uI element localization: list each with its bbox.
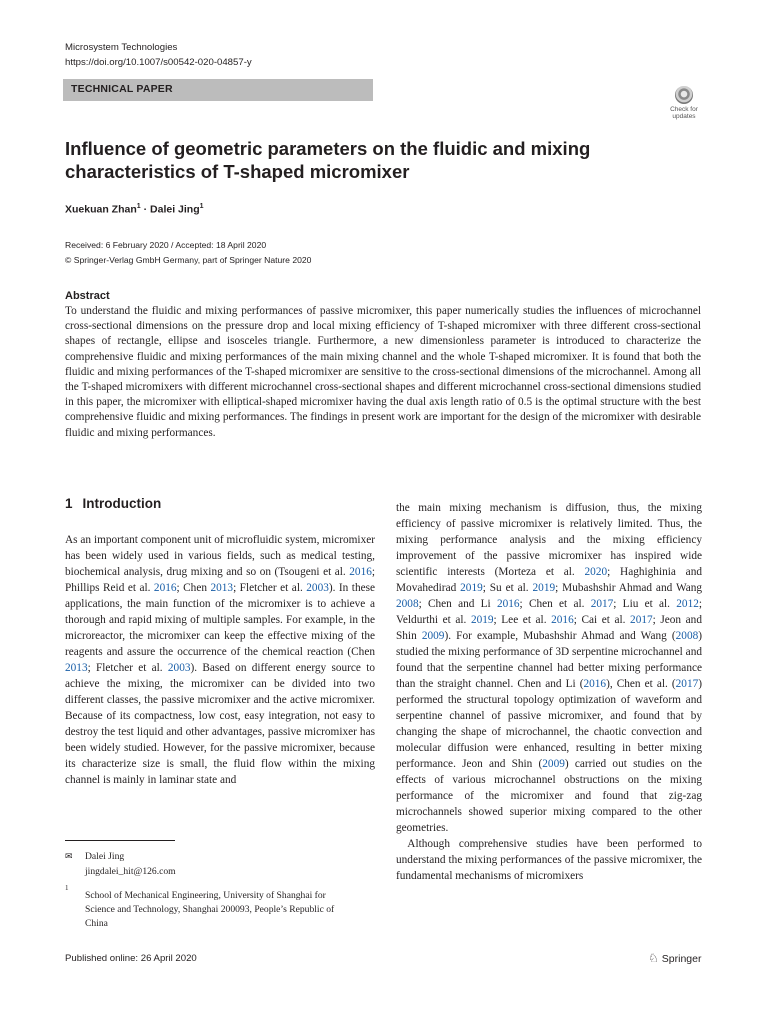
doi-link[interactable]: https://doi.org/10.1007/s00542-020-04857-y [65, 57, 252, 68]
body-text: ; Chen [176, 582, 211, 594]
body-text: ; Su et al. [482, 582, 533, 594]
springer-horse-icon: ♘ [648, 951, 659, 965]
body-text: ; Mubashshir Ahmad and Wang [555, 582, 703, 594]
footnote-divider [65, 840, 175, 841]
citation-link[interactable]: 2008 [396, 598, 419, 610]
check-for-updates-badge[interactable] [665, 86, 703, 124]
body-text: ) carried out studies on the effects of various microchannel obstructions on the mixing performance of the micromixer and found that zig-zag microchannels showed superior mixing compared to the other geometries. [396, 758, 702, 834]
copyright-line: © Springer-Verlag GmbH Germany, part of Springer Nature 2020 [65, 255, 312, 265]
body-text: ; Cai et al. [573, 614, 631, 626]
body-text: ; Fletcher et al. [233, 582, 307, 594]
publisher-name: Springer [661, 953, 702, 965]
received-dates: Received: 6 February 2020 / Accepted: 18 April 2020 [65, 240, 267, 250]
check-updates-label: Check for updates [670, 106, 698, 120]
publisher-logo [648, 951, 701, 965]
author-name[interactable]: Xuekuan Zhan [65, 203, 137, 216]
citation-link[interactable]: 2017 [675, 678, 699, 690]
corresponding-author [65, 849, 124, 865]
citation-link[interactable]: 2008 [675, 630, 699, 642]
paper-title: Influence of geometric parameters on the fluidic and mixing characteristics of T-shaped micromixer [65, 138, 591, 182]
citation-link[interactable]: 2019 [460, 582, 483, 594]
body-text: As an important component unit of microfluidic system, micromixer has been widely used in various fields, such as medical testing, biochemical analysis, drug mixing and so on (Tsougeni et al. [65, 534, 375, 578]
citation-link[interactable]: 2012 [676, 598, 699, 610]
body-text: ; Jeon and Shin [396, 614, 702, 642]
citation-link[interactable]: 2016 [551, 614, 574, 626]
article-type-bar [63, 79, 373, 101]
affiliation-number: 1 [65, 884, 69, 892]
affiliation-text: School of Mechanical Engineering, University of Shanghai for Science and Technology, Shanghai 200093, People’s Republic of China [85, 890, 335, 929]
citation-link[interactable]: 2020 [584, 566, 608, 578]
section-heading [65, 496, 161, 511]
citation-link[interactable]: 2017 [590, 598, 614, 610]
corresponding-author-name: Dalei Jing [85, 851, 125, 862]
body-text: ; Haghighinia and Movahedirad [396, 566, 702, 594]
citation-link[interactable]: 2013 [210, 582, 234, 594]
body-text: ) performed the structural topology optimization of waveform and serpentine channel of passive micromixer, and found that by changing the shape of microchannel, the chaotic convection and molecular diffusion were enhanced, resulting in better mixing performance. Jeon and Shin ( [396, 678, 702, 770]
abstract-heading: Abstract [65, 290, 110, 302]
body-text: ). For example, Mubashshir Ahmad and Wang ( [444, 630, 676, 642]
body-text: ) studied the mixing performance of 3D serpentine microchannel and found that the serpentine channel had better mixing performance than the straight channel. Chen and Li ( [396, 630, 702, 690]
citation-link[interactable]: 2017 [630, 614, 653, 626]
section-number: 1 [65, 496, 73, 511]
body-text: ; Chen and Li [418, 598, 497, 610]
citation-link[interactable]: 2003 [167, 662, 191, 674]
body-text: ). In these applications, the main function of the micromixer is to achieve a thorough and rapid mixing of multiple samples. For example, in the microreactor, the micromixer can keep the effective mixing of the reagents and assure the occurrence of the chemical reaction (Chen [65, 582, 376, 658]
body-text: the main mixing mechanism is diffusion, thus, the mixing efficiency of passive micromixer is relatively limited. Thus, the mixing performance analysis and the mixing efficiency improvement of the passive micromixer has inspired wide scientific interests (Morteza et al. [396, 502, 702, 578]
citation-link[interactable]: 2013 [65, 662, 88, 674]
abstract-text: To understand the fluidic and mixing performances of passive micromixer, this paper numerically studies the influences of microchannel cross-sectional dimensions on the pressure drop and local mixing efficiency of T-shaped micromixer with three different cross-sectional shapes of rectangle, ellipse and isosceles triangle. Furthermore, a new dimensionless parameter is introduced to characterize the comprehensive fluidic and mixing performances of the main mixing channel and the whole T-shaped micromixer. It is found that both the fluidic and mixing performances of the T-shaped micromixer are sensitive to the cross-sectional dimensions of the microchannel. Among all the T-shaped micromixers with different microchannel cross-sectional shapes and different microchannel cross-sectional dimensions studied in this paper, the micromixer with elliptical-shaped micromixer having the dual axis length ratio of 0.5 is the optimal structure with the best comprehensive fluidic and mixing performances. The findings in present work are important for the design of the micromixer with desirable fluidic and mixing performances. [65, 305, 701, 439]
citation-link[interactable]: 2009 [542, 758, 565, 770]
published-date: Published online: 26 April 2020 [65, 953, 197, 964]
section-title: Introduction [82, 496, 162, 511]
body-text: ; Fletcher et al. [87, 662, 168, 674]
affiliation-marker: 1 [199, 203, 204, 210]
citation-link[interactable]: 2019 [470, 614, 494, 626]
body-text: Although comprehensive studies have been performed to understand the mixing performances of the passive micromixer, the fundamental mechanisms of micromixers [396, 838, 702, 882]
citation-link[interactable]: 2016 [583, 678, 607, 690]
citation-link[interactable]: 2009 [421, 630, 445, 642]
check-updates-icon [675, 86, 693, 104]
body-text: ; Phillips Reid et al. [65, 566, 375, 594]
body-column-left [65, 532, 375, 788]
affiliation-marker: 1 [136, 203, 141, 210]
body-text: ; Lee et al. [493, 614, 552, 626]
citation-link[interactable]: 2019 [532, 582, 556, 594]
body-text: ; Liu et al. [613, 598, 677, 610]
citation-link[interactable]: 2016 [496, 598, 520, 610]
author-separator: · [140, 203, 151, 216]
journal-name: Microsystem Technologies [65, 42, 178, 53]
body-text: ; Chen et al. [519, 598, 591, 610]
citation-link[interactable]: 2016 [153, 582, 177, 594]
body-text: ; Veldurthi et al. [396, 598, 702, 626]
envelope-icon: ✉ [65, 852, 73, 862]
citation-link[interactable]: 2016 [349, 566, 372, 578]
article-type-label: TECHNICAL PAPER [71, 83, 173, 95]
body-text: ), Chen et al. ( [606, 678, 676, 690]
citation-link[interactable]: 2003 [306, 582, 329, 594]
body-column-right [396, 500, 702, 884]
author-name[interactable]: Dalei Jing [150, 203, 200, 216]
author-list [65, 203, 204, 216]
author-email[interactable]: jingdalei_hit@126.com [85, 866, 176, 877]
body-text: ). Based on different energy source to achieve the mixing, the micromixer can be divided into two different classes, the passive micromixer and the active micromixer. Because of its compactness, low cost, easy integration, not easy to destroy the test liquid and other advantages, passive micromixer has been widely studied. However, for the passive micromixer, because its characterize size is small, the fluid flow within the mixing channel is mainly in laminar state and [65, 662, 375, 786]
